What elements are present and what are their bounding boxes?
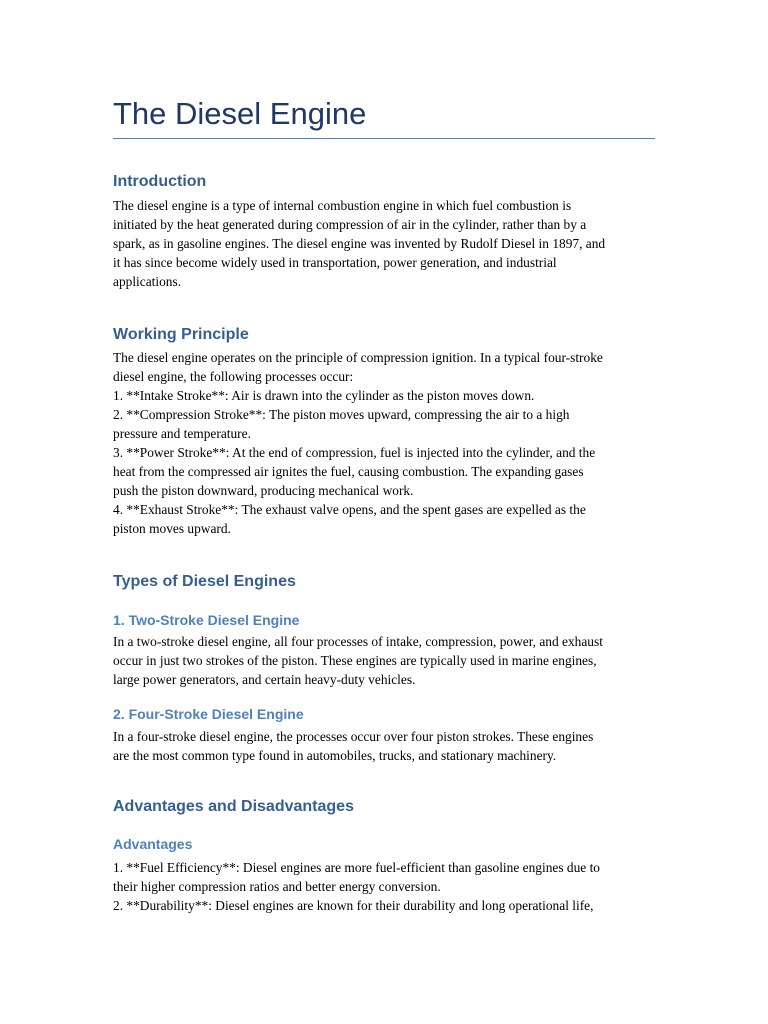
paragraph-line: spark, as in gasoline engines. The diesel engine was invented by Rudolf Diesel in 1897, and [113, 236, 606, 251]
heading-working-principle: Working Principle [113, 326, 249, 343]
heading-two-stroke: 1. Two-Stroke Diesel Engine [113, 612, 300, 628]
advantages-list [113, 858, 658, 915]
heading-types: Types of Diesel Engines [113, 573, 296, 590]
heading-advantages: Advantages [113, 836, 193, 852]
paragraph-line: In a two-stroke diesel engine, all four processes of intake, compression, power, and exhaust [113, 634, 603, 649]
paragraph-line: initiated by the heat generated during compression of air in the cylinder, rather than by a [113, 217, 587, 232]
paragraph-line: pressure and temperature. [113, 426, 251, 441]
document-title: The Diesel Engine [113, 96, 367, 131]
paragraph-line: occur in just two strokes of the piston. These engines are typically used in marine engines, [113, 653, 597, 668]
list-item: 2. **Durability**: Diesel engines are known for their durability and long operational life, [113, 898, 594, 913]
list-item: 1. **Intake Stroke**: Air is drawn into the cylinder as the piston moves down. [113, 388, 535, 403]
working-principle-paragraph [113, 348, 658, 538]
four-stroke-paragraph [113, 727, 658, 765]
paragraph-line: large power generators, and certain heavy-duty vehicles. [113, 672, 416, 687]
list-item: 3. **Power Stroke**: At the end of compression, fuel is injected into the cylinder, and the [113, 445, 596, 460]
paragraph-line: are the most common type found in automobiles, trucks, and stationary machinery. [113, 748, 557, 763]
list-item: 4. **Exhaust Stroke**: The exhaust valve opens, and the spent gases are expelled as the [113, 502, 586, 517]
heading-advantages-disadvantages: Advantages and Disadvantages [113, 798, 354, 815]
paragraph-line: heat from the compressed air ignites the fuel, causing combustion. The expanding gases [113, 464, 584, 479]
two-stroke-paragraph [113, 632, 658, 689]
paragraph-line: their higher compression ratios and better energy conversion. [113, 879, 441, 894]
paragraph-line: In a four-stroke diesel engine, the processes occur over four piston strokes. These engines [113, 729, 594, 744]
paragraph-line: The diesel engine operates on the principle of compression ignition. In a typical four-stroke [113, 350, 603, 365]
paragraph-line: applications. [113, 274, 182, 289]
list-item: 1. **Fuel Efficiency**: Diesel engines are more fuel-efficient than gasoline engines due to [113, 860, 600, 875]
paragraph-line: it has since become widely used in transportation, power generation, and industrial [113, 255, 557, 270]
paragraph-line: The diesel engine is a type of internal combustion engine in which fuel combustion is [113, 198, 572, 213]
paragraph-line: push the piston downward, producing mechanical work. [113, 483, 414, 498]
introduction-paragraph [113, 196, 658, 291]
paragraph-line: piston moves upward. [113, 521, 231, 536]
paragraph-line: diesel engine, the following processes occur: [113, 369, 354, 384]
title-underline [113, 138, 655, 139]
heading-four-stroke: 2. Four-Stroke Diesel Engine [113, 706, 304, 722]
list-item: 2. **Compression Stroke**: The piston moves upward, compressing the air to a high [113, 407, 570, 422]
heading-introduction: Introduction [113, 173, 207, 190]
